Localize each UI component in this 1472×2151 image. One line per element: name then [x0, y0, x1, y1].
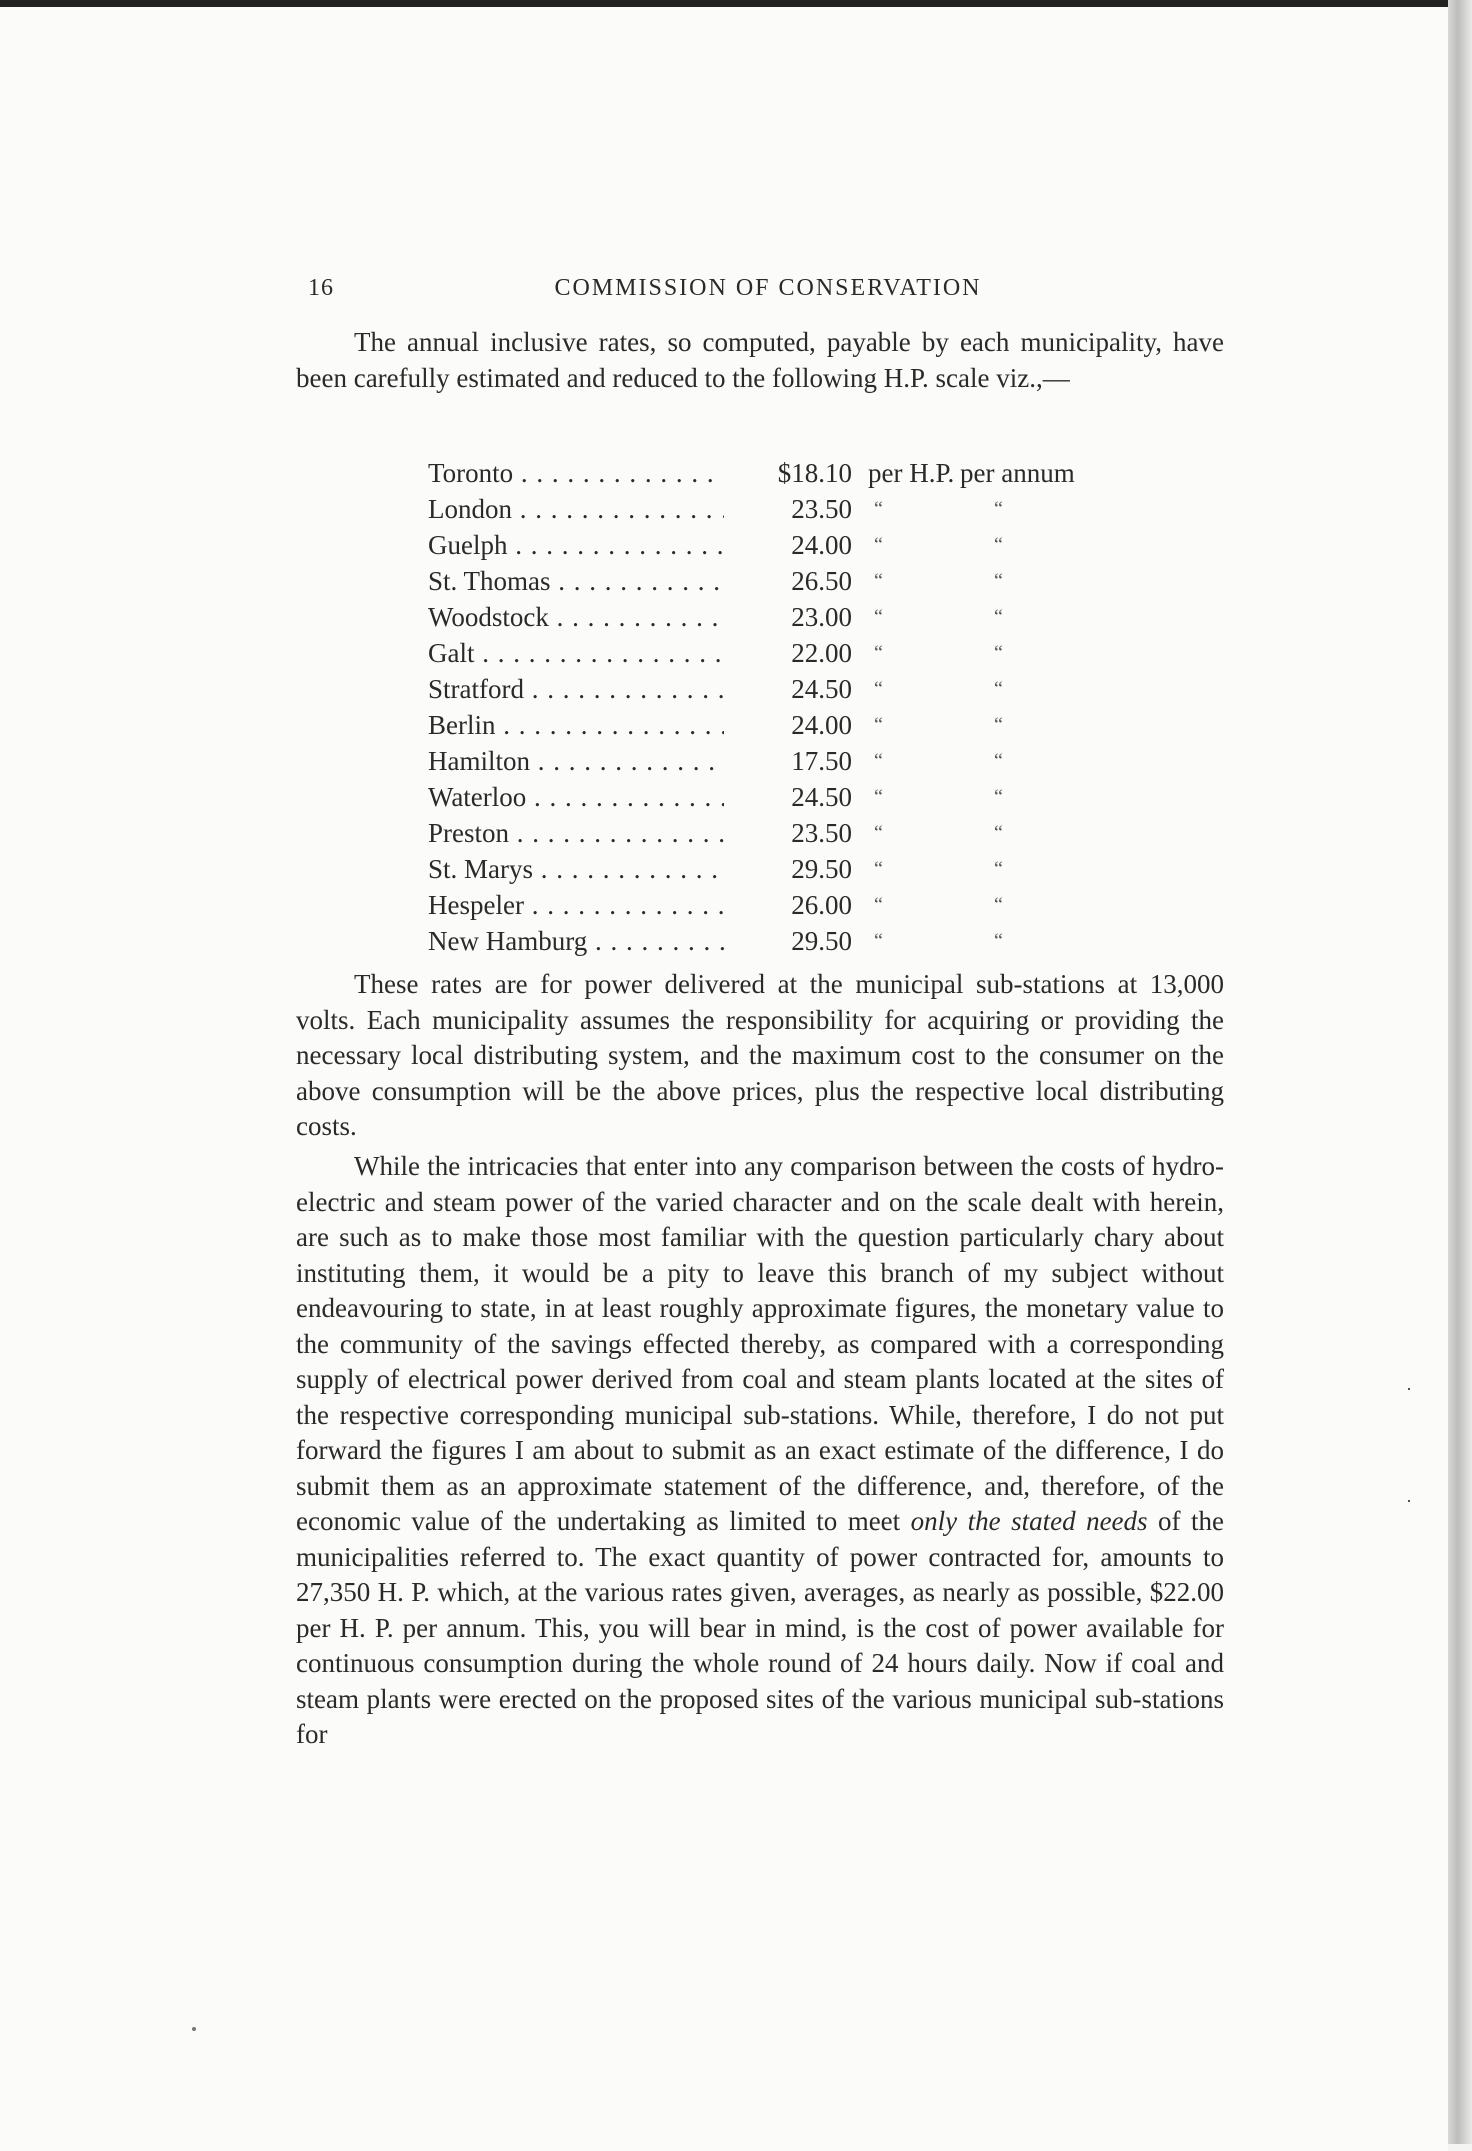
unit-per-hp: per H.P. [868, 458, 955, 488]
rates-table [428, 455, 1108, 959]
comparison-paragraph [296, 1149, 1224, 1753]
ditto-mark: “ [874, 498, 883, 520]
ditto-mark: “ [994, 786, 1003, 808]
rate-row [428, 635, 1108, 671]
ditto-mark: “ [874, 858, 883, 880]
municipality-name: Waterloo . . . [428, 779, 730, 815]
rate-row [428, 743, 1108, 779]
ditto-mark: “ [994, 750, 1003, 772]
ditto-mark: “ [874, 714, 883, 736]
rates-note-paragraph [296, 967, 1224, 1145]
rate-amount: 29.50 [724, 851, 852, 887]
ditto-mark: “ [994, 714, 1003, 736]
comparison-text-a: While the intricacies that enter into any comparison between the costs of hydro-electric and steam power of the varied character and on the scale dealt with herein, are such as to make those most familiar with the question particularly chary about instituting them, it would be a pity to leave this branch of my subject without endeavouring to state, in at least roughly approximate figures, the monetary value to the community of the savings effected thereby, as compared with a corresponding supply of electrical power derived from coal and steam plants located at the sites of the respective corresponding municipal sub-stations. While, therefore, I do not put forward the figures I am about to submit as an exact estimate of the difference, I do submit them as an approximate statement of the difference, and, therefore, of the economic value of the undertaking as limited to meet [296, 1151, 1224, 1536]
ditto-mark: “ [994, 822, 1003, 844]
intro-text: The annual inclusive rates, so computed, payable by each municipality, have been carefully estimated and reduced to the following H.P. scale viz.,— [296, 327, 1224, 393]
ditto-mark: “ [994, 678, 1003, 700]
rate-row [428, 527, 1108, 563]
rate-amount: 24.50 [724, 671, 852, 707]
ditto-mark: “ [874, 786, 883, 808]
rate-amount: 17.50 [724, 743, 852, 779]
ditto-mark: “ [874, 930, 883, 952]
ditto-mark: “ [874, 678, 883, 700]
emphasis-text: only the stated needs [910, 1506, 1148, 1536]
rate-amount: 26.00 [724, 887, 852, 923]
rate-amount: 23.50 [724, 815, 852, 851]
municipality-name: Toronto . . . [428, 455, 730, 491]
rate-amount: 22.00 [724, 635, 852, 671]
ditto-mark: “ [994, 894, 1003, 916]
ditto-mark: “ [874, 570, 883, 592]
rate-amount: 24.00 [724, 527, 852, 563]
municipality-name: Galt . . . [428, 635, 730, 671]
intro-paragraph [296, 325, 1224, 396]
rate-amount: 24.50 [724, 779, 852, 815]
municipality-name: Woodstock . . . [428, 599, 730, 635]
running-title: COMMISSION OF CONSERVATION [554, 275, 982, 301]
rate-row [428, 815, 1108, 851]
rate-row [428, 455, 1108, 491]
rate-row [428, 779, 1108, 815]
margin-mark: · [1406, 1379, 1412, 1399]
margin-mark: · [1406, 1491, 1412, 1511]
ditto-mark: “ [994, 642, 1003, 664]
ditto-mark: “ [874, 642, 883, 664]
municipality-name: St. Marys . . . [428, 851, 730, 887]
municipality-name: New Hamburg . . . [428, 923, 730, 959]
municipality-name: Hamilton . . . [428, 743, 730, 779]
ditto-mark: “ [874, 750, 883, 772]
ditto-mark: “ [874, 534, 883, 556]
rate-row [428, 887, 1108, 923]
rate-amount: 23.00 [724, 599, 852, 635]
municipality-name: Preston . . . [428, 815, 730, 851]
ditto-mark: “ [994, 570, 1003, 592]
ditto-mark: “ [874, 606, 883, 628]
rate-amount: 23.50 [724, 491, 852, 527]
municipality-name: St. Thomas . . . [428, 563, 730, 599]
scan-speck [192, 2027, 196, 2031]
comparison-text-b: of the municipalities referred to. The exact quantity of power contracted for, amounts to 27,350 H. P. which, at the various rates given, averages, as nearly as possible, $22.00 per H. P. per annum. This, you will bear in mind, is the cost of power available for continuous consumption during the whole round of 24 hours daily. Now if coal and steam plants were erected on the proposed sites of the various municipal sub-stations for [296, 1506, 1224, 1749]
rate-row [428, 491, 1108, 527]
ditto-mark: “ [994, 930, 1003, 952]
rates-note-text: These rates are for power delivered at the municipal sub-stations at 13,000 volts. Each municipality assumes the responsibility for acquiring or providing the necessary local distributing system, and the maximum cost to the consumer on the above consumption will be the above prices, plus the respective local distributing costs. [296, 969, 1224, 1141]
ditto-mark: “ [874, 894, 883, 916]
municipality-name: Guelph . . . [428, 527, 730, 563]
ditto-mark: “ [874, 822, 883, 844]
municipality-name: London . . . [428, 491, 730, 527]
unit-per-annum: per annum [960, 458, 1075, 488]
rate-row [428, 923, 1108, 959]
rate-amount: 26.50 [724, 563, 852, 599]
rate-amount: 29.50 [724, 923, 852, 959]
ditto-mark: “ [994, 606, 1003, 628]
ditto-mark: “ [994, 498, 1003, 520]
municipality-name: Stratford . . . [428, 671, 730, 707]
page-number: 16 [308, 275, 334, 301]
municipality-name: Berlin . . . [428, 707, 730, 743]
rate-amount: $18.10 [724, 455, 852, 491]
rate-amount: 24.00 [724, 707, 852, 743]
page-edge-shadow [1448, 0, 1472, 2144]
rate-row [428, 671, 1108, 707]
rate-row [428, 563, 1108, 599]
municipality-name: Hespeler . . . [428, 887, 730, 923]
ditto-mark: “ [994, 534, 1003, 556]
rate-row [428, 851, 1108, 887]
rate-row [428, 707, 1108, 743]
page-header [308, 275, 1228, 315]
ditto-mark: “ [994, 858, 1003, 880]
rate-row [428, 599, 1108, 635]
